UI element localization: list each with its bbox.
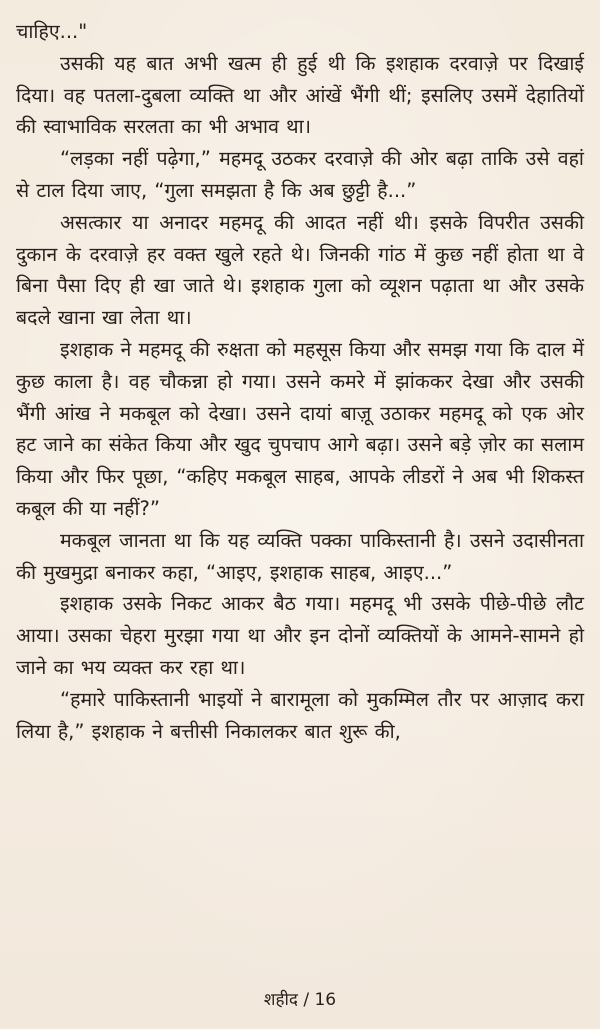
paragraph: असत्कार या अनादर महमदू की आदत नहीं थी। इसके विपरीत उसकी दुकान के दरवाज़े हर वक्त खुले रहते थे। जिनकी गांठ में कुछ नहीं होता था वे बिना पैसा दिए ही खा जाते थे। इशहाक गुला को व्यूशन पढ़ाता था और उसके बदले खाना खा लेता था। — [16, 210, 584, 330]
paragraph: मकबूल जानता था कि यह व्यक्ति पक्का पाकिस्तानी है। उसने उदासीनता की मुखमुद्रा बनाकर कहा, “आइए, इशहाक साहब, आइए...” — [16, 528, 584, 584]
paragraph: “हमारे पाकिस्तानी भाइयों ने बारामूला को मुकम्मिल तौर पर आज़ाद करा लिया है,” इशहाक ने बत्तीसी निकालकर बात शुरू की, — [16, 687, 584, 743]
page-footer: शहीद / 16 — [263, 990, 337, 1010]
paragraph: इशहाक ने महमदू की रुक्षता को महसूस किया और समझ गया कि दाल में कुछ काला है। वह चौकन्ना हो गया। उसने कमरे में झांककर देखा और उसकी भैंगी आंख ने मकबूल को देखा। उसने दायां बाज़ू उठाकर महमदू को एक ओर हट जाने का संकेत किया और खुद चुपचाप आगे बढ़ा। उसने बड़े ज़ोर का सलाम किया और फिर पूछा, “कहिए मकबूल साहब, आपके लीडरों ने अब भी शिकस्त कबूल की या नहीं?” — [16, 337, 584, 520]
page-text — [16, 16, 584, 747]
paragraph: “लड़का नहीं पढ़ेगा,” महमदू उठकर दरवाज़े की ओर बढ़ा ताकि उसे वहां से टाल दिया जाए, “गुला समझता है कि अब छुट्टी है...” — [16, 147, 584, 202]
paragraph: इशहाक उसके निकट आकर बैठ गया। महमदू भी उसके पीछे-पीछे लौट आया। उसका चेहरा मुरझा गया था और इन दोनों व्यक्तियों के आमने-सामने हो जाने का भय व्यक्त कर रहा था। — [16, 592, 584, 679]
paragraph: उसकी यह बात अभी खत्म ही हुई थी कि इशहाक दरवाज़े पर दिखाई दिया। वह पतला-दुबला व्यक्ति था और आंखें भैंगी थीं; इसलिए उसमें देहातियों की स्वाभाविक सरलता का भी अभाव था। — [16, 51, 584, 139]
paragraph-continuation: चाहिए..." — [16, 20, 88, 43]
